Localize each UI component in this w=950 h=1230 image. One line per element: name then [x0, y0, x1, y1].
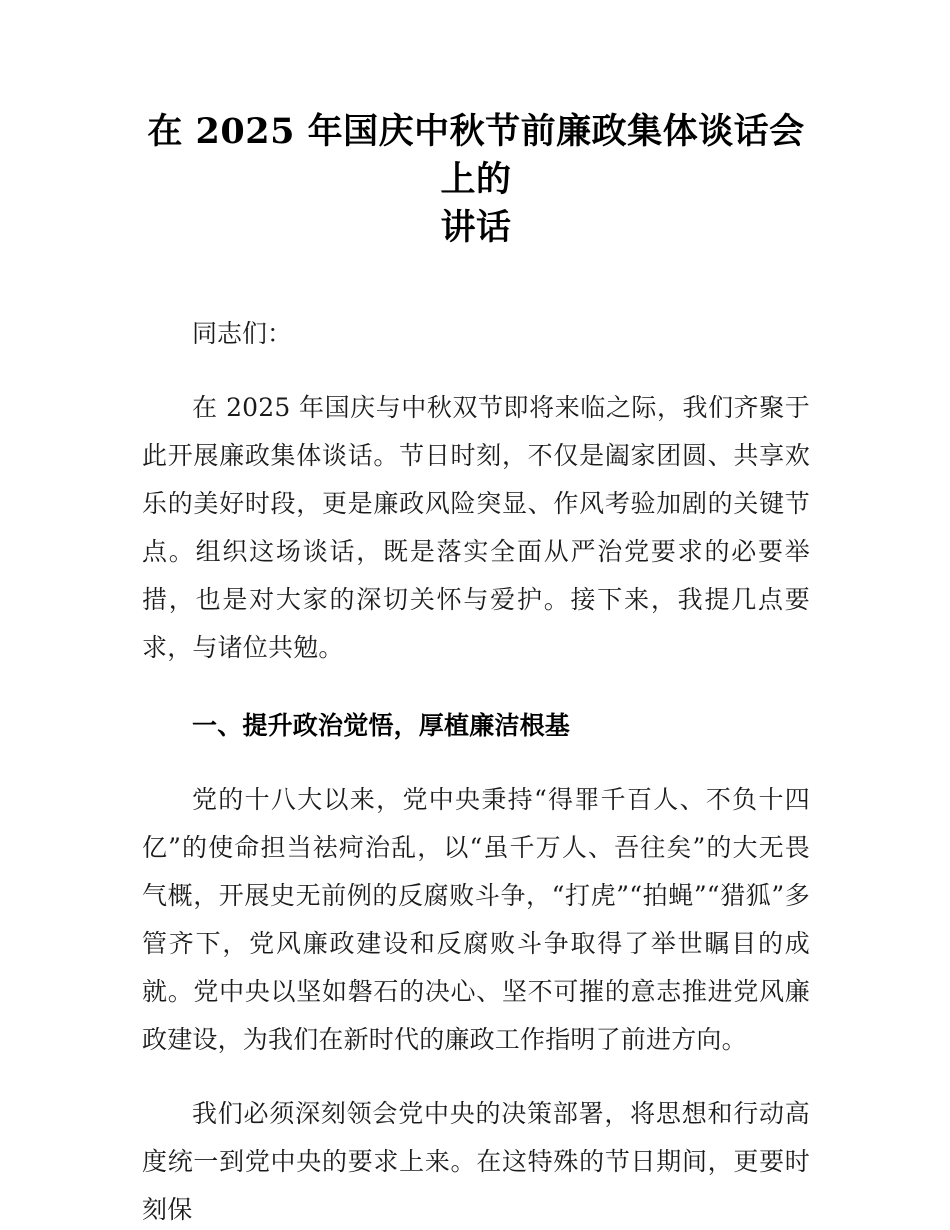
- salutation: 同志们：: [192, 319, 293, 348]
- section-heading: 一、提升政治觉悟，厚植廉洁根基: [192, 711, 571, 740]
- page-title: [142, 0, 810, 252]
- body-paragraph: 党的十八大以来，党中央秉持“得罪千百人、不负十四亿”的使命担当祛疴治乱，以“虽千万人、吾往矣”的大无畏气概，开展史无前例的反腐败斗争，“打虎”“拍蝇”“猎狐”多管齐下，党风廉政建设和反腐败斗争取得了举世瞩目的成就。党中央以坚如磐石的决心、坚不可摧的意志推进党风廉政建设，为我们在新时代的廉政工作指明了前进方向。: [142, 785, 810, 1054]
- page-title-line-1: 在 2025 年国庆中秋节前廉政集体谈话会上的: [147, 111, 805, 200]
- body-paragraph: 在 2025 年国庆与中秋双节即将来临之际，我们齐聚于此开展廉政集体谈话。节日时刻，不仅是阖家团圆、共享欢乐的美好时段，更是廉政风险突显、作风考验加剧的关键节点。组织这场谈话，既是落实全面从严治党要求的必要举措，也是对大家的深切关怀与爱护。接下来，我提几点要求，与诸位共勉。: [142, 393, 810, 662]
- page-title-line-2: 讲话: [440, 207, 512, 248]
- document-content-column: [142, 0, 810, 1230]
- body-paragraph: 我们必须深刻领会党中央的决策部署，将思想和行动高度统一到党中央的要求上来。在这特殊的节日期间，更要时刻保: [142, 1099, 810, 1224]
